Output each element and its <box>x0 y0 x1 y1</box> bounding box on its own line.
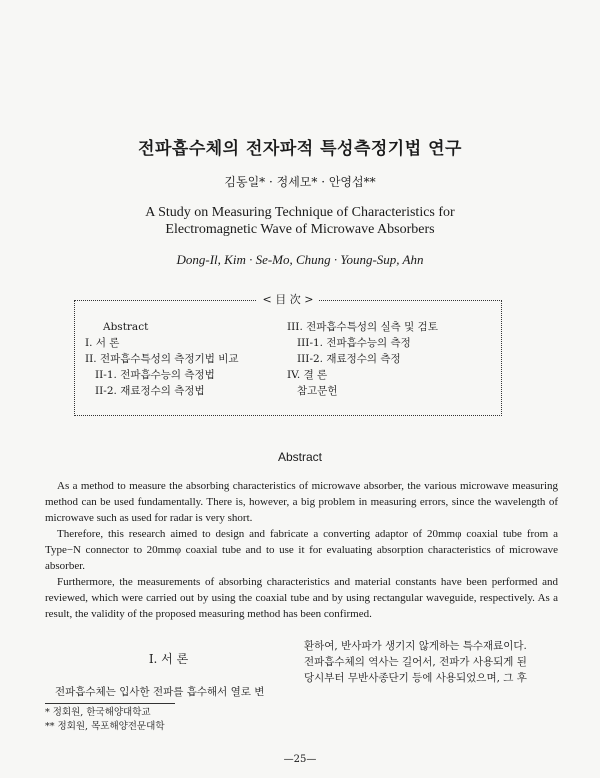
authors-korean: 김동일* · 정세모* · 안영섭** <box>224 175 376 189</box>
footnote: * 정회원, 한국해양대학교 <box>45 707 151 718</box>
toc-item: III-1. 전파흡수능의 측정 <box>297 337 411 349</box>
body-line: 당시부터 무반사종단기 등에 사용되었으며, 그 후 <box>304 672 527 684</box>
toc-item: 참고문헌 <box>297 385 338 397</box>
abstract-paragraph: As a method to measure the absorbing characteristics of microwave absorber, the various microwave measuring method can be used fundamentally. There is, however, a big problem in measuring errors, since the wavelength of microwave such as used for radar is very short. <box>45 480 558 524</box>
abstract-paragraph: Furthermore, the measurements of absorbing characteristics and material constants have been performed and reviewed, which were carried out by using the coaxial tube and by using rectangular waveguide, respectively. As a result, the validity of the proposed measuring method has been confirmed. <box>45 576 558 620</box>
footnotes <box>45 706 165 734</box>
section-1-title: I. 서 론 <box>148 652 189 666</box>
toc-item: II. 전파흡수특성의 측정기법 비교 <box>85 353 239 365</box>
toc-item: II-1. 전파흡수능의 측정법 <box>95 369 215 381</box>
toc-item: III. 전파흡수특성의 실측 및 검토 <box>287 321 438 333</box>
abstract-body <box>45 478 558 622</box>
abstract-heading: Abstract <box>277 450 322 464</box>
title-en-line-2: Electromagnetic Wave of Microwave Absorbers <box>165 222 435 237</box>
footnote: ** 정회원, 목포해양전문대학 <box>45 721 165 732</box>
abstract-paragraph: Therefore, this research aimed to design and fabricate a converting adaptor of 20mmφ coaxial tube from a Type−N connector to 20mmφ coaxial tube and to use it for evaluating absorption characteristics of microwave absorber. <box>45 528 558 572</box>
toc-item: I. 서 론 <box>85 337 120 349</box>
body-left-column: 전파흡수체는 입사한 전파를 흡수해서 열로 변 <box>55 686 265 698</box>
toc-item: III-2. 재료정수의 측정 <box>297 353 401 365</box>
body-line: 환하여, 반사파가 생기지 않게하는 특수재료이다. <box>304 640 527 652</box>
toc-left-column <box>85 319 239 399</box>
authors-english: Dong-Il, Kim · Se-Mo, Chung · Young-Sup, Ahn <box>176 252 424 267</box>
table-of-contents <box>74 293 502 416</box>
toc-heading: < 目 次 > <box>75 293 501 307</box>
footnote-divider <box>45 703 175 704</box>
title-en-line-1: A Study on Measuring Technique of Characteristics for <box>145 205 455 220</box>
toc-right-column <box>287 319 438 399</box>
body-right-column <box>304 638 558 686</box>
toc-item: IV. 결 론 <box>287 369 328 381</box>
page-number: —25— <box>283 754 317 765</box>
body-line: 전파흡수체의 역사는 길어서, 전파가 사용되게 된 <box>304 656 527 668</box>
toc-item: II-2. 재료정수의 측정법 <box>95 385 205 397</box>
paper-title-korean: 전파흡수체의 전자파적 특성측정기법 연구 <box>138 139 462 159</box>
paper-title-english <box>0 204 600 238</box>
toc-item: Abstract <box>103 321 149 333</box>
